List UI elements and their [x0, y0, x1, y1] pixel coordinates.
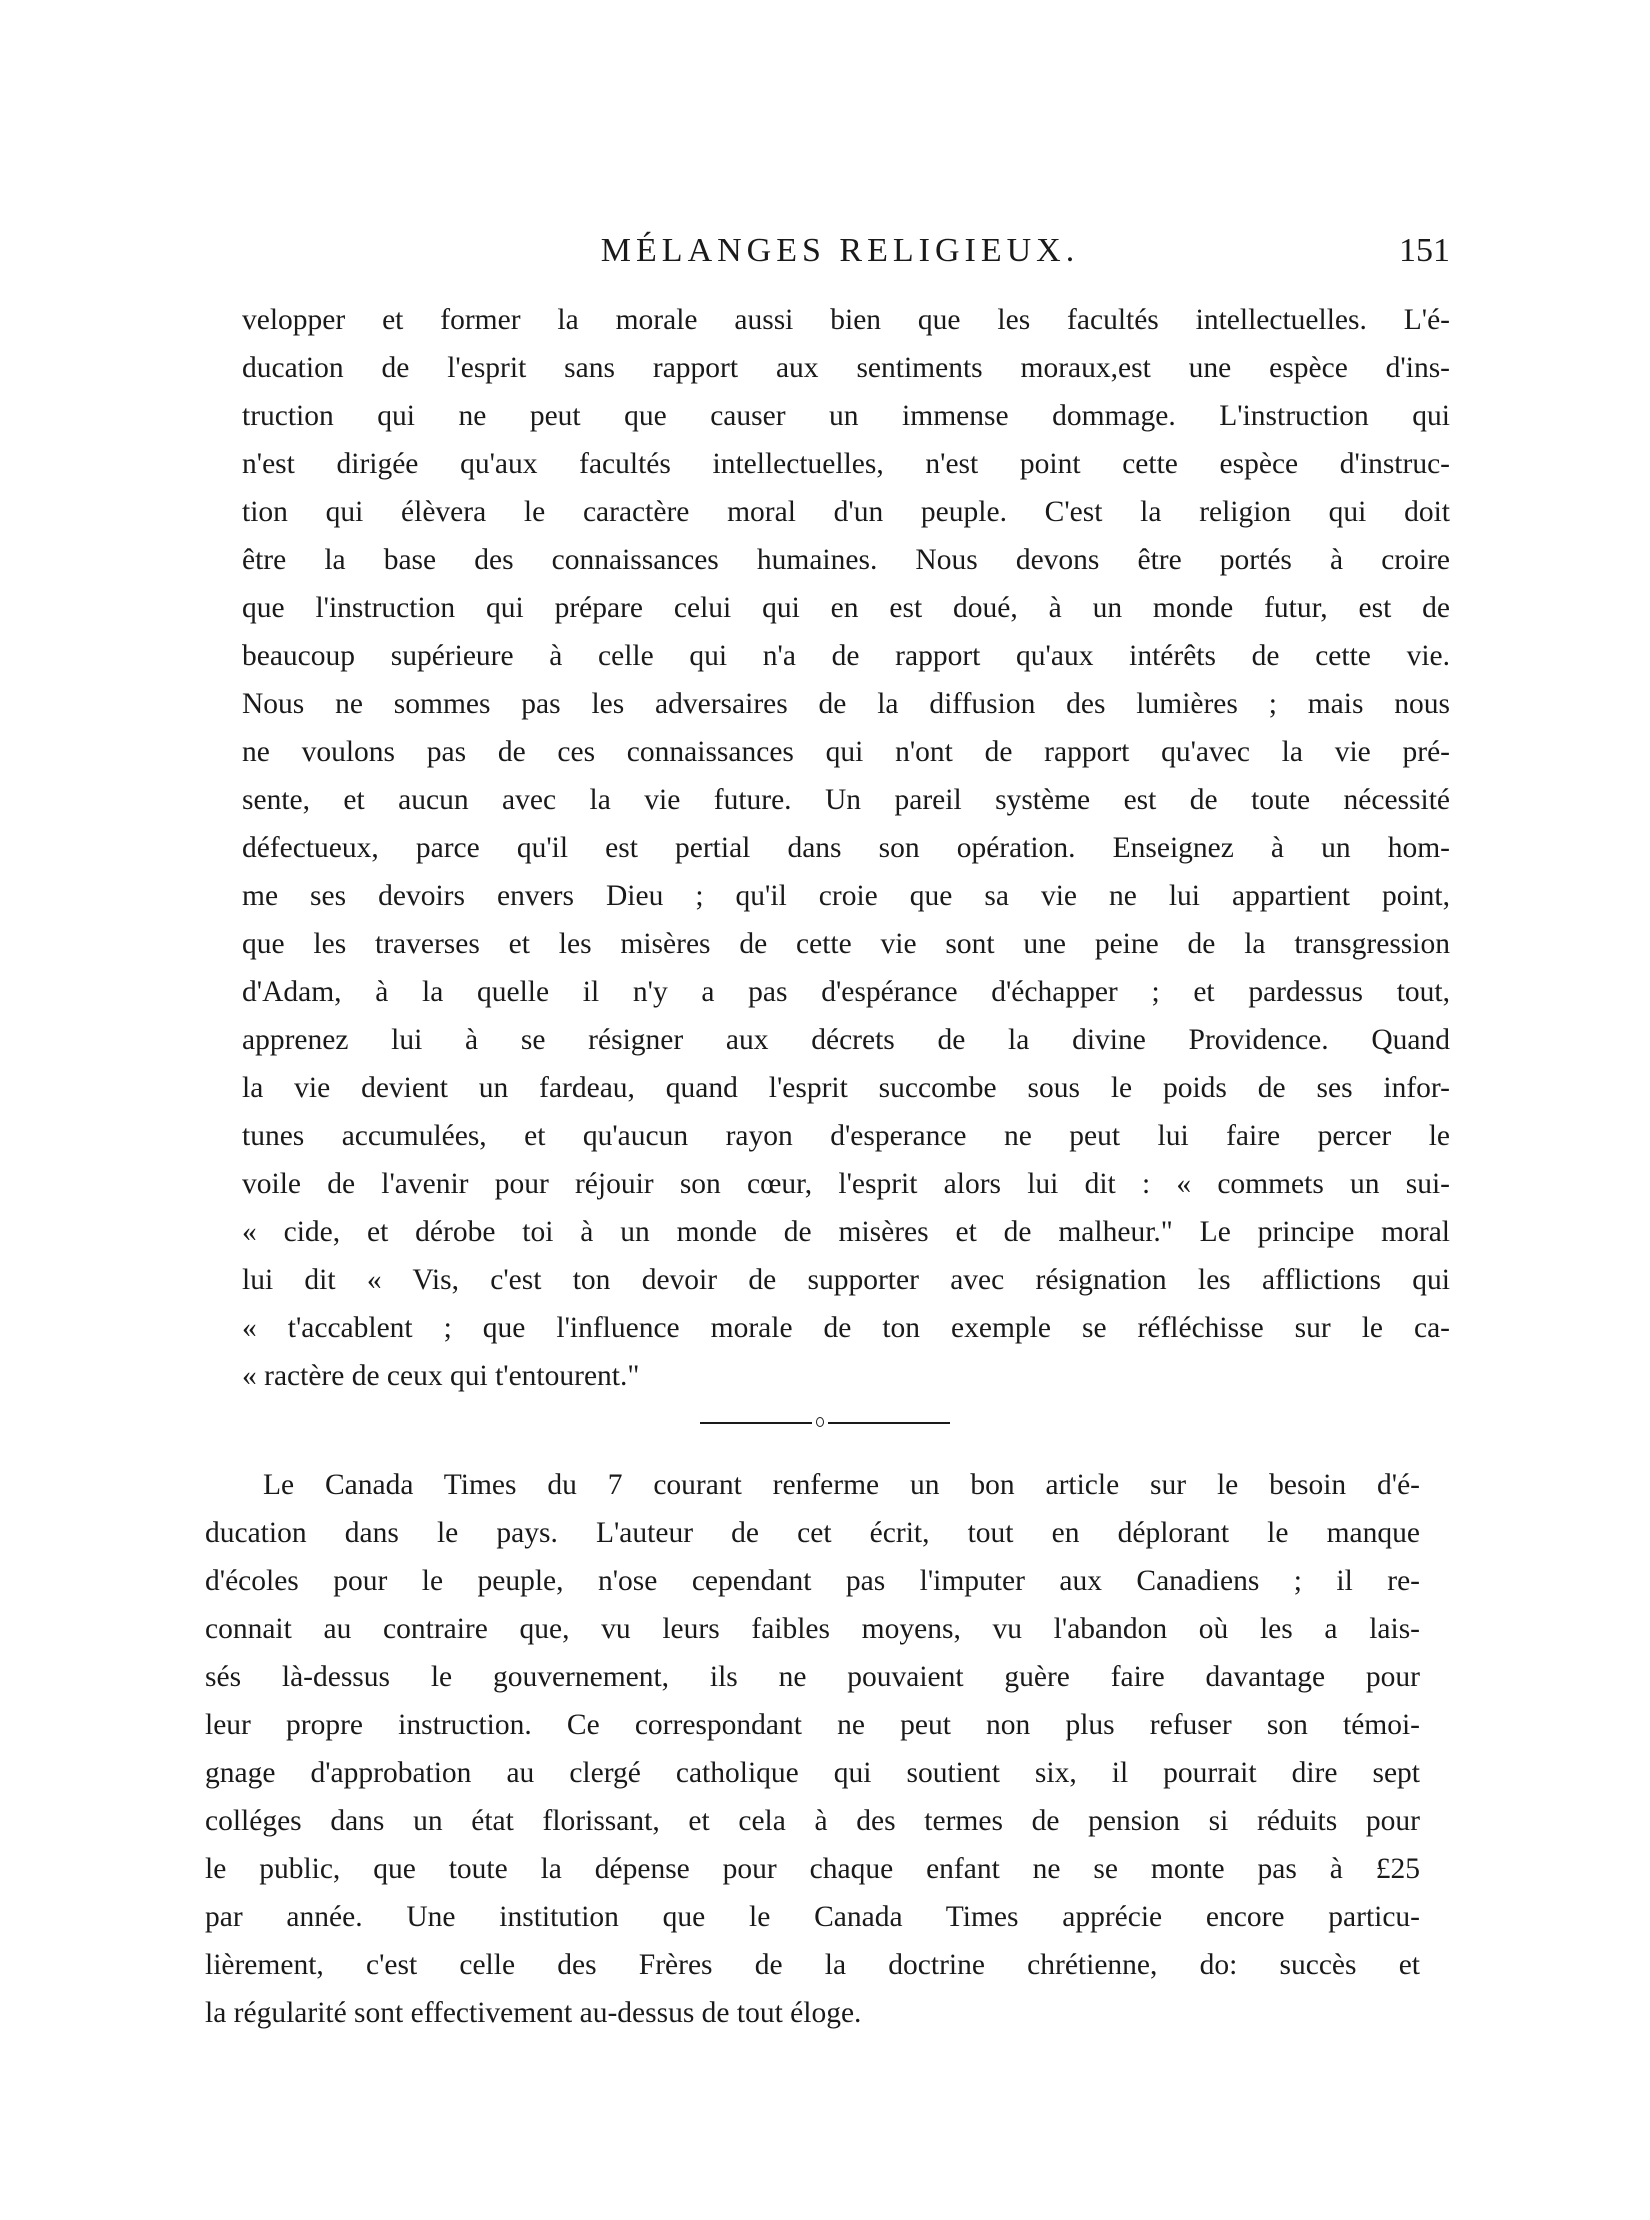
text-line: beaucoup supérieure à celle qui n'a de rapport qu'aux intérêts de cette vie.	[242, 640, 1450, 672]
text-line: me ses devoirs envers Dieu ; qu'il croie que sa vie ne lui appartient point,	[242, 880, 1450, 912]
text-line: voile de l'avenir pour réjouir son cœur, l'esprit alors lui dit : « commets un sui-	[242, 1168, 1450, 1200]
text-line: le public, que toute la dépense pour chaque enfant ne se monte pas à £25	[205, 1853, 1420, 1885]
text-line: lièrement, c'est celle des Frères de la doctrine chrétienne, do: succès et	[205, 1949, 1420, 1981]
text-line: truction qui ne peut que causer un immense dommage. L'instruction qui	[242, 400, 1450, 432]
text-line: sente, et aucun avec la vie future. Un pareil système est de toute nécessité	[242, 784, 1450, 816]
text-line: colléges dans un état florissant, et cela à des termes de pension si réduits pour	[205, 1805, 1420, 1837]
text-line: par année. Une institution que le Canada Times apprécie encore particu-	[205, 1901, 1420, 1933]
text-line: n'est dirigée qu'aux facultés intellectuelles, n'est point cette espèce d'instruc-	[242, 448, 1450, 480]
text-line: que les traverses et les misères de cette vie sont une peine de la transgression	[242, 928, 1450, 960]
text-line: ne voulons pas de ces connaissances qui n'ont de rapport qu'avec la vie pré-	[242, 736, 1450, 768]
separator-rule-left	[700, 1422, 812, 1424]
text-line: d'Adam, à la quelle il n'y a pas d'espérance d'échapper ; et pardessus tout,	[242, 976, 1450, 1008]
text-line: leur propre instruction. Ce correspondant ne peut non plus refuser son témoi-	[205, 1709, 1420, 1741]
text-line: être la base des connaissances humaines. Nous devons être portés à croire	[242, 544, 1450, 576]
text-line: tion qui élèvera le caractère moral d'un peuple. C'est la religion qui doit	[242, 496, 1450, 528]
text-line: Le Canada Times du 7 courant renferme un bon article sur le besoin d'é-	[263, 1469, 1420, 1501]
text-line: sés là-dessus le gouvernement, ils ne pouvaient guère faire davantage pour	[205, 1661, 1420, 1693]
page-number: 151	[1399, 232, 1450, 269]
text-line: ducation de l'esprit sans rapport aux sentiments moraux,est une espèce d'ins-	[242, 352, 1450, 384]
text-line: la vie devient un fardeau, quand l'esprit succombe sous le poids de ses infor-	[242, 1072, 1450, 1104]
text-line: connait au contraire que, vu leurs faibles moyens, vu l'abandon où les a lais-	[205, 1613, 1420, 1645]
text-line: Nous ne sommes pas les adversaires de la diffusion des lumières ; mais nous	[242, 688, 1450, 720]
text-line: défectueux, parce qu'il est pertial dans son opération. Enseignez à un hom-	[242, 832, 1450, 864]
text-line: ducation dans le pays. L'auteur de cet écrit, tout en déplorant le manque	[205, 1517, 1420, 1549]
text-line: gnage d'approbation au clergé catholique qui soutient six, il pourrait dire sept	[205, 1757, 1420, 1789]
text-line: la régularité sont effectivement au-dessus de tout éloge.	[205, 1997, 862, 2029]
separator-rule-right	[828, 1422, 950, 1424]
text-line: que l'instruction qui prépare celui qui en est doué, à un monde futur, est de	[242, 592, 1450, 624]
text-line: « cide, et dérobe toi à un monde de misères et de malheur." Le principe moral	[242, 1216, 1450, 1248]
text-line: velopper et former la morale aussi bien que les facultés intellectuelles. L'é-	[242, 304, 1450, 336]
article-paragraph-2	[205, 1461, 1420, 2037]
text-line: lui dit « Vis, c'est ton devoir de supporter avec résignation les afflictions qui	[242, 1264, 1450, 1296]
text-line: d'écoles pour le peuple, n'ose cependant pas l'imputer aux Canadiens ; il re-	[205, 1565, 1420, 1597]
section-separator	[700, 1418, 950, 1428]
separator-circle	[816, 1417, 824, 1427]
text-line: « t'accablent ; que l'influence morale de ton exemple se réfléchisse sur le ca-	[242, 1312, 1450, 1344]
running-head	[230, 232, 1450, 282]
article-paragraph-1	[242, 296, 1450, 1400]
text-line: « ractère de ceux qui t'entourent."	[242, 1360, 640, 1392]
running-title: MÉLANGES RELIGIEUX.	[600, 232, 1080, 269]
text-line: apprenez lui à se résigner aux décrets de la divine Providence. Quand	[242, 1024, 1450, 1056]
text-line: tunes accumulées, et qu'aucun rayon d'esperance ne peut lui faire percer le	[242, 1120, 1450, 1152]
